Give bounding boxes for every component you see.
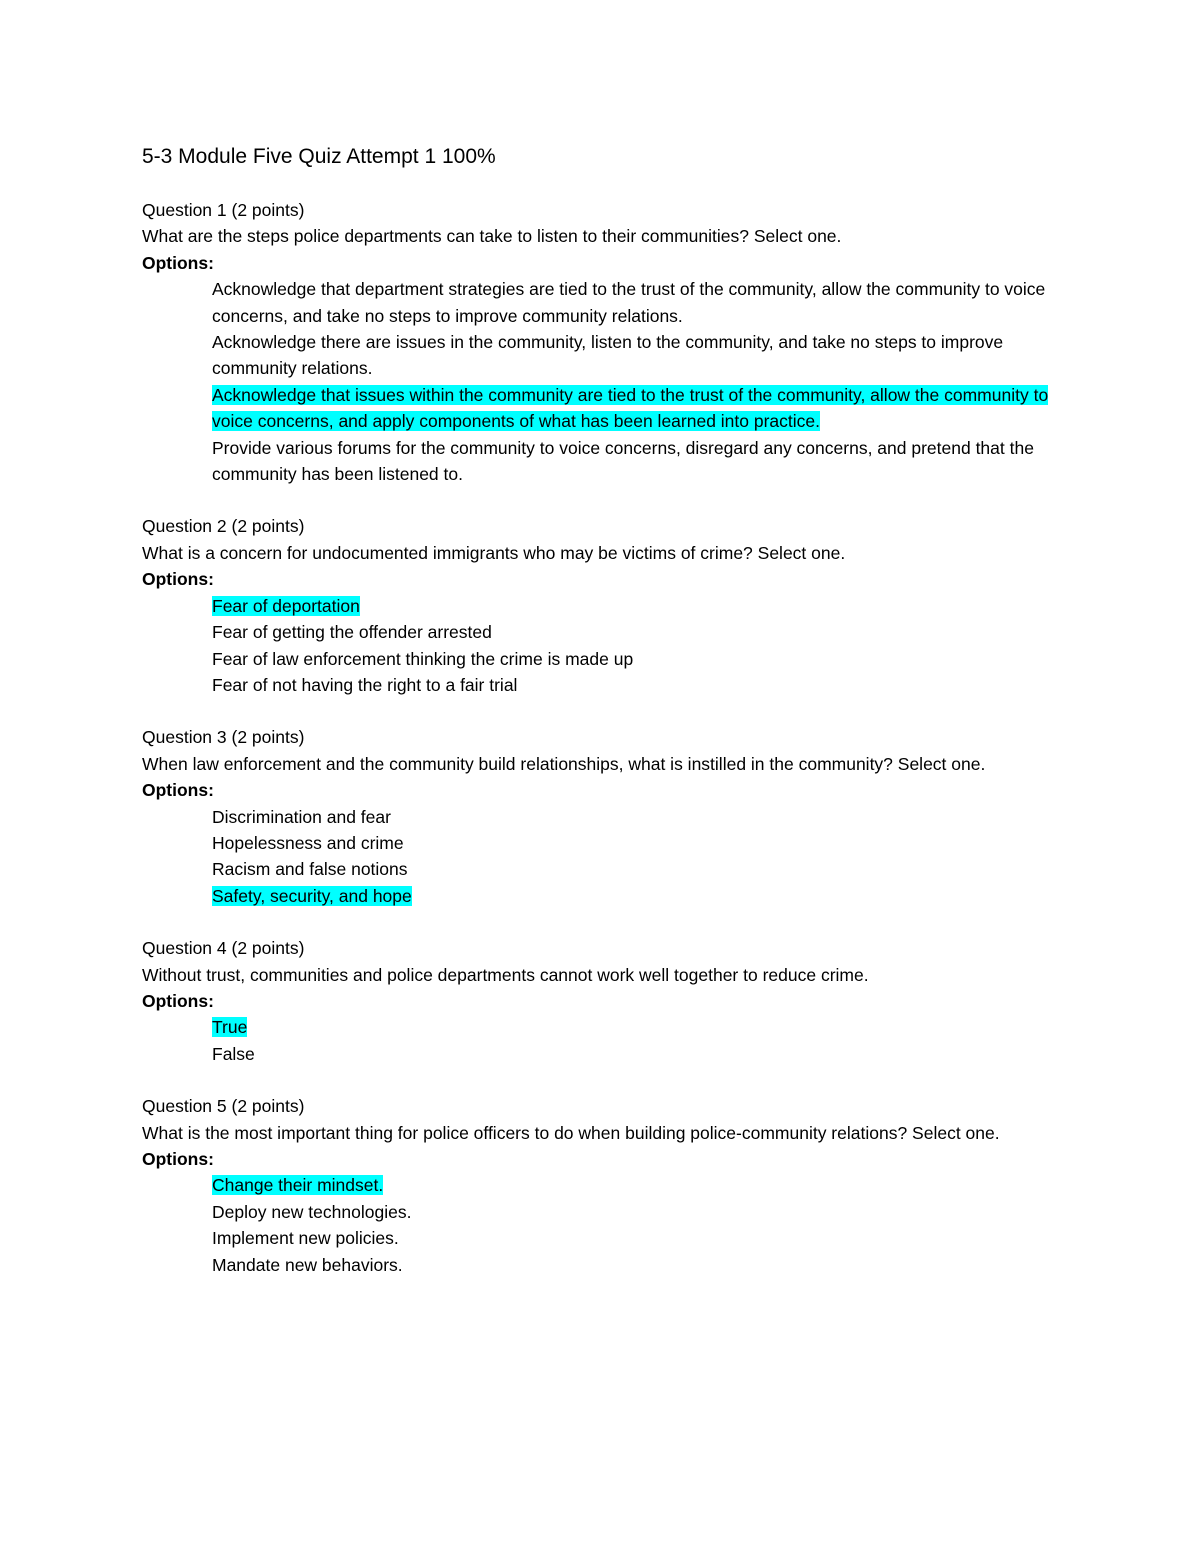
options-list: [212, 1014, 1062, 1067]
option-item: [212, 1199, 1062, 1225]
option-item: [212, 1014, 1062, 1040]
option-text: Provide various forums for the community to voice concerns, disregard any concerns, and pretend that the community has been listened to.: [212, 437, 1034, 485]
options-label: Options:: [142, 780, 214, 801]
option-item: [212, 619, 1062, 645]
correct-option-text: True: [212, 1017, 248, 1038]
option-text: Fear of law enforcement thinking the crime is made up: [212, 648, 634, 669]
option-item: [212, 1252, 1062, 1278]
option-item: [212, 672, 1062, 698]
option-item: [212, 329, 1062, 382]
question-header: Question 3 (2 points): [142, 727, 305, 748]
option-item: [212, 856, 1062, 882]
question-header: Question 5 (2 points): [142, 1096, 305, 1117]
options-list: [212, 276, 1062, 487]
option-text: Mandate new behaviors.: [212, 1254, 403, 1275]
option-text: Implement new policies.: [212, 1228, 399, 1249]
question-header: Question 1 (2 points): [142, 200, 305, 220]
option-item: [212, 883, 1062, 909]
question-text: What are the steps police departments can take to listen to their communities? Select one.: [142, 226, 842, 247]
option-item: [212, 1041, 1062, 1067]
option-item: [212, 804, 1062, 830]
options-list: [212, 593, 1062, 699]
options-list: [212, 1172, 1062, 1278]
options-label: Options:: [142, 1149, 214, 1169]
options-label: Options:: [142, 569, 214, 590]
option-text: Acknowledge there are issues in the community, listen to the community, and take no steps to improve community relations.: [212, 332, 1004, 379]
question-5: [142, 1093, 1062, 1278]
option-item: [212, 382, 1062, 435]
question-text: What is the most important thing for police officers to do when building police-community relations? Select one.: [142, 1122, 1000, 1143]
option-text: Hopelessness and crime: [212, 832, 404, 853]
question-1: [142, 197, 1062, 487]
option-text: Fear of getting the offender arrested: [212, 622, 492, 643]
options-label: Options:: [142, 252, 214, 273]
options-label: Options:: [142, 990, 214, 1011]
option-text: Discrimination and fear: [212, 806, 391, 827]
option-item: [212, 276, 1062, 329]
options-list: [212, 804, 1062, 910]
question-text: When law enforcement and the community build relationships, what is instilled in the community? Select one.: [142, 753, 986, 774]
question-text: Without trust, communities and police departments cannot work well together to reduce crime.: [142, 964, 869, 985]
option-text: Fear of not having the right to a fair trial: [212, 674, 518, 695]
question-3: [142, 724, 1062, 909]
option-item: [212, 593, 1062, 619]
question-list: [142, 197, 1062, 1278]
option-item: [212, 830, 1062, 856]
option-text: False: [212, 1043, 255, 1064]
question-header: Question 2 (2 points): [142, 516, 305, 537]
document-title: 5-3 Module Five Quiz Attempt 1 100%: [142, 145, 496, 168]
option-item: [212, 1172, 1062, 1198]
correct-option-text: Safety, security, and hope: [212, 885, 412, 906]
question-text: What is a concern for undocumented immigrants who may be victims of crime? Select one.: [142, 542, 846, 563]
correct-option-text: Fear of deportation: [212, 595, 360, 616]
option-item: [212, 646, 1062, 672]
question-4: [142, 935, 1062, 1067]
option-text: Acknowledge that department strategies are tied to the trust of the community, allow the community to voice concerns, and take no steps to improve community relations.: [212, 279, 1046, 326]
correct-option-text: Acknowledge that issues within the community are tied to the trust of the community, allow the community to voice concerns, and apply components of what has been learned into practice.: [212, 384, 1049, 432]
quiz-document: [142, 143, 1062, 1304]
option-item: [212, 435, 1062, 488]
option-text: Racism and false notions: [212, 859, 408, 880]
correct-option-text: Change their mindset.: [212, 1175, 384, 1196]
question-2: [142, 513, 1062, 698]
option-text: Deploy new technologies.: [212, 1201, 412, 1222]
option-item: [212, 1225, 1062, 1251]
question-header: Question 4 (2 points): [142, 938, 305, 959]
